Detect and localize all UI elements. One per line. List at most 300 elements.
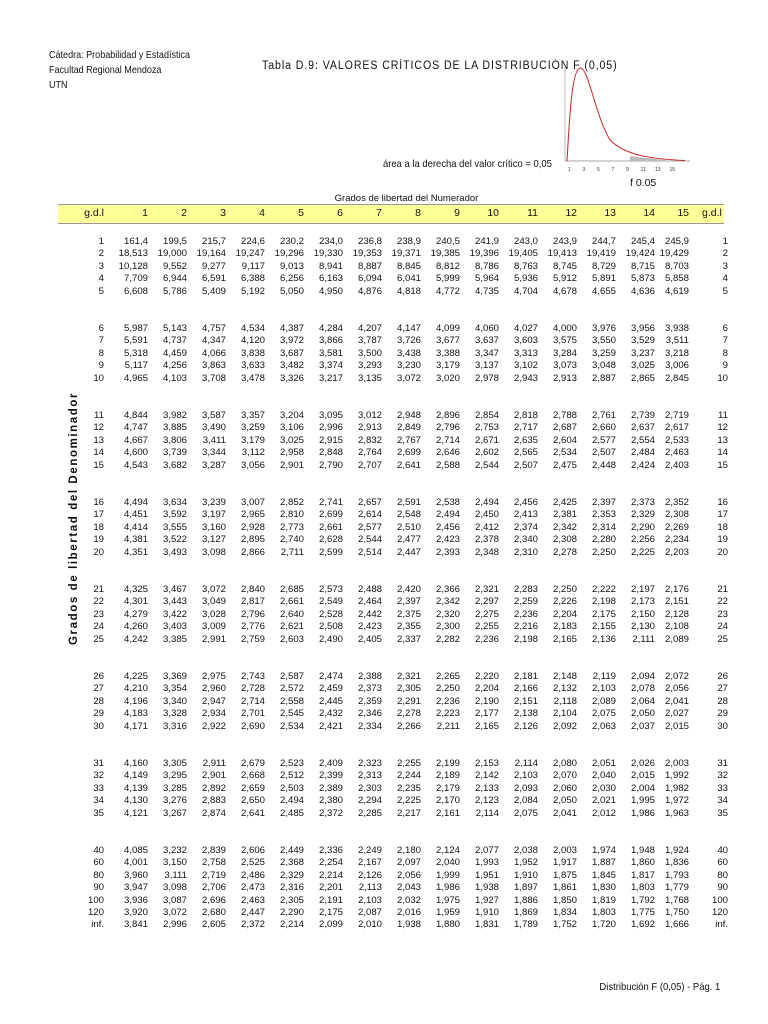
table-cell: 2,661 (318, 521, 343, 533)
row-df-right: 13 (717, 434, 728, 446)
table-cell: 2,604 (552, 434, 577, 446)
table-cell: 2,329 (630, 509, 655, 521)
table-row (58, 273, 728, 285)
table-cell: 3,920 (123, 907, 148, 918)
row-df-right: 10 (717, 372, 728, 384)
table-cell: 2,373 (630, 497, 655, 508)
table-cell: 2,226 (552, 596, 577, 608)
table-cell: 9,013 (279, 260, 304, 272)
table-cell: 2,773 (279, 521, 304, 533)
table-cell: 2,084 (513, 795, 538, 807)
table-cell: 3,490 (201, 422, 226, 434)
table-cell: 1,992 (664, 770, 689, 782)
table-cell: 2,421 (318, 720, 343, 732)
table-cell: 2,175 (591, 608, 616, 620)
table-cell: 5,999 (435, 273, 460, 285)
table-cell: 3,020 (435, 372, 460, 384)
curve-tick-label: 1 (568, 167, 571, 173)
table-cell: 2,854 (474, 410, 499, 421)
table-cell: 2,266 (396, 720, 421, 732)
table-cell: 3,326 (279, 372, 304, 384)
table-cell: 4,678 (552, 285, 577, 297)
table-cell: 2,030 (591, 782, 616, 794)
table-cell: 4,027 (513, 323, 538, 334)
table-cell: 1,938 (396, 919, 421, 931)
table-cell: 4,121 (123, 807, 148, 819)
table-cell: 3,411 (202, 434, 226, 446)
table-cell: 2,915 (318, 434, 343, 446)
table-cell: 3,285 (162, 782, 187, 794)
table-row (58, 708, 728, 720)
table-cell: 2,250 (591, 546, 616, 558)
table-cell: 4,284 (318, 323, 343, 334)
table-cell: 3,072 (201, 584, 226, 595)
table-cell: 2,486 (240, 869, 265, 881)
table-cell: 3,947 (123, 882, 148, 894)
table-cell: 2,617 (664, 422, 689, 434)
table-cell: 1,959 (435, 907, 460, 918)
row-df-left: inf. (91, 919, 104, 931)
table-cell: 234,0 (318, 236, 343, 247)
table-cell: 19,413 (547, 248, 577, 260)
table-cell: 2,866 (240, 546, 265, 558)
table-cell: 3,838 (240, 347, 265, 359)
table-cell: 2,796 (240, 608, 265, 620)
table-cell: 2,323 (357, 758, 382, 769)
column-header: 5 (298, 207, 304, 219)
table-cell: 2,637 (630, 422, 655, 434)
table-cell: 3,230 (396, 360, 421, 372)
table-cell: 2,388 (357, 671, 382, 682)
table-cell: 199,5 (162, 236, 187, 247)
table-cell: 2,103 (357, 894, 382, 906)
row-df-right: 31 (717, 758, 728, 769)
table-cell: 1,720 (591, 919, 616, 931)
table-cell: 2,256 (630, 534, 655, 546)
table-cell: 3,313 (513, 347, 538, 359)
table-cell: 2,214 (318, 869, 343, 881)
table-cell: 3,555 (162, 521, 187, 533)
area-label: área a la derecha del valor crítico = 0,05 (383, 158, 552, 170)
table-cell: 2,130 (630, 621, 655, 633)
table-cell: 2,151 (513, 695, 538, 707)
table-cell: 2,366 (435, 584, 460, 595)
table-cell: 2,901 (279, 459, 304, 471)
table-cell: 9,277 (201, 260, 226, 272)
table-cell: 9,552 (162, 260, 187, 272)
table-cell: 2,056 (396, 869, 421, 881)
table-row (58, 360, 728, 372)
table-cell: 2,290 (630, 521, 655, 533)
table-cell: 3,284 (552, 347, 577, 359)
table-cell: 2,093 (513, 782, 538, 794)
table-cell: 1,886 (513, 894, 538, 906)
table-cell: 3,482 (279, 360, 304, 372)
table-cell: 2,043 (396, 882, 421, 894)
row-df-right: 25 (717, 633, 728, 645)
table-cell: 2,092 (552, 720, 577, 732)
table-cell: 2,512 (279, 770, 304, 782)
table-cell: 4,139 (123, 782, 148, 794)
table-cell: 3,006 (664, 360, 689, 372)
table-cell: 4,207 (357, 323, 382, 334)
curve-tick-label: 5 (597, 167, 600, 173)
table-cell: 2,996 (162, 919, 187, 931)
row-df-left: 9 (98, 360, 104, 372)
table-row (58, 509, 728, 521)
table-cell: 3,316 (162, 720, 187, 732)
table-cell: 2,514 (357, 546, 382, 558)
table-cell: 2,041 (664, 695, 689, 707)
table-cell: 1,880 (435, 919, 460, 931)
row-df-right: 80 (717, 869, 728, 881)
row-df-left: 22 (93, 596, 104, 608)
table-cell: 2,628 (318, 534, 343, 546)
table-cell: 2,278 (396, 708, 421, 720)
table-cell: 2,290 (279, 907, 304, 918)
table-cell: 2,719 (201, 869, 226, 881)
table-cell: 2,605 (201, 919, 226, 931)
table-cell: 1,834 (552, 907, 577, 918)
table-cell: 4,619 (664, 285, 689, 297)
table-cell: 19,396 (469, 248, 499, 260)
table-cell: 19,296 (274, 248, 304, 260)
row-df-left: 23 (93, 608, 104, 620)
table-cell: 2,475 (552, 459, 577, 471)
table-cell: 1,779 (664, 882, 689, 894)
table-cell: 2,442 (357, 608, 382, 620)
table-cell: 2,220 (474, 671, 499, 682)
column-header: 15 (677, 207, 689, 219)
column-header: 12 (565, 207, 577, 219)
table-cell: 2,077 (474, 845, 499, 856)
table-cell: 19,353 (352, 248, 382, 260)
table-cell: 2,216 (513, 621, 538, 633)
table-cell: 18,513 (118, 248, 148, 260)
table-cell: 2,255 (396, 758, 421, 769)
table-cell: 240,5 (435, 236, 460, 247)
table-cell: 3,160 (201, 521, 226, 533)
table-cell: 3,179 (240, 434, 265, 446)
table-row (58, 720, 728, 732)
table-cell: 2,759 (240, 633, 265, 645)
table-cell: 2,089 (664, 633, 689, 645)
table-cell: 2,577 (591, 434, 616, 446)
table-row (58, 410, 728, 421)
table-cell: 2,041 (552, 807, 577, 819)
table-cell: 2,635 (513, 434, 538, 446)
table-cell: 5,409 (201, 285, 226, 297)
table-cell: 4,844 (123, 410, 148, 421)
row-df-left: 20 (93, 546, 104, 558)
table-cell: 2,372 (240, 919, 265, 931)
table-cell: 2,250 (435, 683, 460, 695)
table-cell: 3,347 (474, 347, 499, 359)
table-cell: 3,637 (474, 335, 499, 347)
table-cell: 1,860 (630, 857, 655, 869)
table-cell: 3,677 (435, 335, 460, 347)
table-cell: 6,041 (396, 273, 421, 285)
table-cell: 19,405 (508, 248, 538, 260)
row-df-right: 60 (717, 857, 728, 869)
row-df-right: 12 (717, 422, 728, 434)
table-row (58, 323, 728, 334)
table-cell: 2,507 (513, 459, 538, 471)
table-cell: 244,7 (591, 236, 616, 247)
table-cell: 2,308 (552, 534, 577, 546)
table-cell: 2,965 (240, 509, 265, 521)
table-cell: 2,739 (630, 410, 655, 421)
table-cell: 3,087 (162, 894, 187, 906)
row-df-right: 2 (722, 248, 728, 260)
table-cell: 4,149 (123, 770, 148, 782)
table-cell: 2,641 (240, 807, 265, 819)
table-cell: 2,432 (318, 708, 343, 720)
row-df-right: 16 (717, 497, 728, 508)
table-cell: 4,256 (162, 360, 187, 372)
table-row (58, 621, 728, 633)
table-cell: 3,575 (552, 335, 577, 347)
row-df-left: 25 (93, 633, 104, 645)
table-cell: 2,040 (435, 857, 460, 869)
table-cell: 2,587 (279, 671, 304, 682)
table-cell: 2,204 (552, 608, 577, 620)
table-cell: 2,602 (474, 447, 499, 459)
table-cell: 3,340 (162, 695, 187, 707)
table-cell: 2,818 (513, 410, 538, 421)
table-cell: 3,438 (396, 347, 421, 359)
table-cell: 3,137 (474, 360, 499, 372)
table-cell: 4,225 (123, 671, 148, 682)
table-cell: 2,087 (357, 907, 382, 918)
table-row (58, 596, 728, 608)
table-cell: 4,351 (123, 546, 148, 558)
row-df-right: 18 (717, 521, 728, 533)
table-cell: 2,321 (396, 671, 421, 682)
table-cell: 2,554 (630, 434, 655, 446)
table-cell: 3,443 (162, 596, 187, 608)
table-cell: 2,528 (318, 608, 343, 620)
table-cell: 2,003 (664, 758, 689, 769)
row-df-right: 14 (717, 447, 728, 459)
table-cell: 2,758 (201, 857, 226, 869)
gdl-header-right: g.d.l (702, 207, 722, 219)
table-cell: 2,374 (513, 521, 538, 533)
table-cell: 6,591 (201, 273, 226, 285)
table-cell: 2,817 (240, 596, 265, 608)
row-df-right: 7 (722, 335, 728, 347)
table-cell: 2,490 (318, 633, 343, 645)
table-row (58, 459, 728, 471)
table-cell: 2,420 (396, 584, 421, 595)
table-row (58, 857, 728, 869)
table-cell: 2,525 (240, 857, 265, 869)
table-cell: 2,558 (279, 695, 304, 707)
table-cell: 2,099 (318, 919, 343, 931)
table-cell: 2,650 (240, 795, 265, 807)
table-cell: 2,449 (279, 845, 304, 856)
table-cell: 2,719 (664, 410, 689, 421)
row-df-left: 32 (93, 770, 104, 782)
table-cell: 2,234 (664, 534, 689, 546)
table-cell: 2,706 (201, 882, 226, 894)
table-cell: 4,120 (240, 335, 265, 347)
table-cell: 3,259 (591, 347, 616, 359)
row-df-right: 5 (722, 285, 728, 297)
table-cell: 5,891 (591, 273, 616, 285)
table-cell: 2,707 (357, 459, 382, 471)
table-cell: 2,507 (591, 447, 616, 459)
row-df-right: 15 (717, 459, 728, 471)
table-cell: 2,316 (279, 882, 304, 894)
row-df-right: 28 (717, 695, 728, 707)
table-cell: 2,003 (552, 845, 577, 856)
table-cell: 3,232 (162, 845, 187, 856)
row-df-left: 100 (87, 894, 104, 906)
table-cell: 2,012 (591, 807, 616, 819)
table-cell: 2,078 (630, 683, 655, 695)
table-cell: 6,094 (357, 273, 382, 285)
table-cell: 5,591 (123, 335, 148, 347)
table-cell: 2,533 (664, 434, 689, 446)
table-cell: 3,385 (162, 633, 187, 645)
column-header: 1 (142, 207, 148, 219)
table-row (58, 447, 728, 459)
table-cell: 1,897 (513, 882, 538, 894)
table-cell: 4,130 (123, 795, 148, 807)
table-cell: 2,259 (513, 596, 538, 608)
table-cell: 2,660 (591, 422, 616, 434)
table-cell: 2,572 (279, 683, 304, 695)
table-cell: 1,792 (630, 894, 655, 906)
table-cell: 1,917 (552, 857, 577, 869)
curve-tick-label: 9 (626, 167, 629, 173)
table-cell: 2,108 (664, 621, 689, 633)
row-df-right: inf. (715, 919, 728, 931)
table-cell: 19,429 (659, 248, 689, 260)
table-cell: 2,701 (240, 708, 265, 720)
row-df-right: 3 (722, 260, 728, 272)
table-cell: 3,267 (162, 807, 187, 819)
table-cell: 1,948 (630, 845, 655, 856)
table-cell: 2,151 (664, 596, 689, 608)
table-cell: 4,279 (123, 608, 148, 620)
table-cell: 2,161 (435, 807, 460, 819)
table-cell: 2,690 (240, 720, 265, 732)
table-row (58, 422, 728, 434)
table-cell: 2,275 (474, 608, 499, 620)
table-cell: 19,000 (157, 248, 187, 260)
table-cell: 2,222 (591, 584, 616, 595)
table-cell: 2,373 (357, 683, 382, 695)
table-cell: 2,767 (396, 434, 421, 446)
table-cell: 2,114 (475, 807, 499, 819)
table-cell: 2,958 (279, 447, 304, 459)
column-header: 11 (527, 207, 538, 219)
table-cell: 3,863 (201, 360, 226, 372)
table-cell: 2,291 (396, 695, 421, 707)
table-cell: 2,179 (435, 782, 460, 794)
table-cell: 3,102 (513, 360, 538, 372)
table-cell: 2,865 (630, 372, 655, 384)
table-cell: 1,836 (664, 857, 689, 869)
table-cell: 2,132 (552, 683, 577, 695)
table-cell: 2,549 (318, 596, 343, 608)
table-cell: 3,012 (357, 410, 382, 421)
column-header: 2 (181, 207, 187, 219)
table-cell: 2,368 (279, 857, 304, 869)
table-cell: 2,810 (279, 509, 304, 521)
page-title: Tabla D.9: VALORES CRÍTICOS DE LA DISTRIBUCIÓN F (0,05) (262, 60, 618, 72)
table-cell: 4,737 (162, 335, 187, 347)
table-row (58, 608, 728, 620)
table-cell: 2,190 (474, 695, 499, 707)
table-cell: 8,812 (435, 260, 460, 272)
table-cell: 2,305 (279, 894, 304, 906)
table-cell: 1,974 (591, 845, 616, 856)
table-cell: 3,633 (240, 360, 265, 372)
table-cell: 3,500 (357, 347, 382, 359)
table-cell: 2,203 (664, 546, 689, 558)
row-df-right: 90 (717, 882, 728, 894)
table-cell: 2,038 (513, 845, 538, 856)
table-cell: 3,056 (240, 459, 265, 471)
table-cell: 2,285 (357, 807, 382, 819)
table-cell: 4,494 (123, 497, 148, 508)
table-cell: 2,544 (474, 459, 499, 471)
table-cell: 19,164 (196, 248, 226, 260)
table-cell: 3,007 (240, 497, 265, 508)
table-cell: 2,494 (279, 795, 304, 807)
table-cell: 1,910 (474, 907, 499, 918)
row-df-right: 11 (718, 410, 728, 421)
table-cell: 2,696 (201, 894, 226, 906)
table-cell: 2,943 (513, 372, 538, 384)
table-cell: 2,094 (630, 671, 655, 682)
row-df-left: 34 (93, 795, 104, 807)
table-cell: 8,763 (513, 260, 538, 272)
row-df-left: 90 (93, 882, 104, 894)
table-cell: 3,028 (201, 608, 226, 620)
table-cell: 4,655 (591, 285, 616, 297)
table-cell: 3,982 (162, 410, 187, 421)
table-cell: 2,142 (474, 770, 499, 782)
table-cell: 2,948 (396, 410, 421, 421)
table-cell: 2,026 (630, 758, 655, 769)
table-row (58, 695, 728, 707)
table-cell: 2,359 (357, 695, 382, 707)
table-cell: 2,297 (474, 596, 499, 608)
table-cell: 2,303 (357, 782, 382, 794)
table-cell: 2,393 (435, 546, 460, 558)
table-cell: 230,2 (279, 236, 304, 247)
table-cell: 2,198 (513, 633, 538, 645)
column-header: 4 (259, 207, 265, 219)
row-df-right: 20 (717, 546, 728, 558)
table-cell: 4,301 (123, 596, 148, 608)
institution-line: Facultad Regional Mendoza (49, 64, 162, 76)
table-cell: 4,183 (123, 708, 148, 720)
institution-line: UTN (49, 79, 68, 91)
table-cell: 3,550 (591, 335, 616, 347)
table-cell: 2,265 (435, 671, 460, 682)
table-cell: 1,975 (435, 894, 460, 906)
table-cell: 3,841 (123, 919, 148, 931)
table-cell: 2,103 (591, 683, 616, 695)
table-cell: 3,295 (162, 770, 187, 782)
table-cell: 2,353 (591, 509, 616, 521)
table-cell: 1,845 (591, 869, 616, 881)
